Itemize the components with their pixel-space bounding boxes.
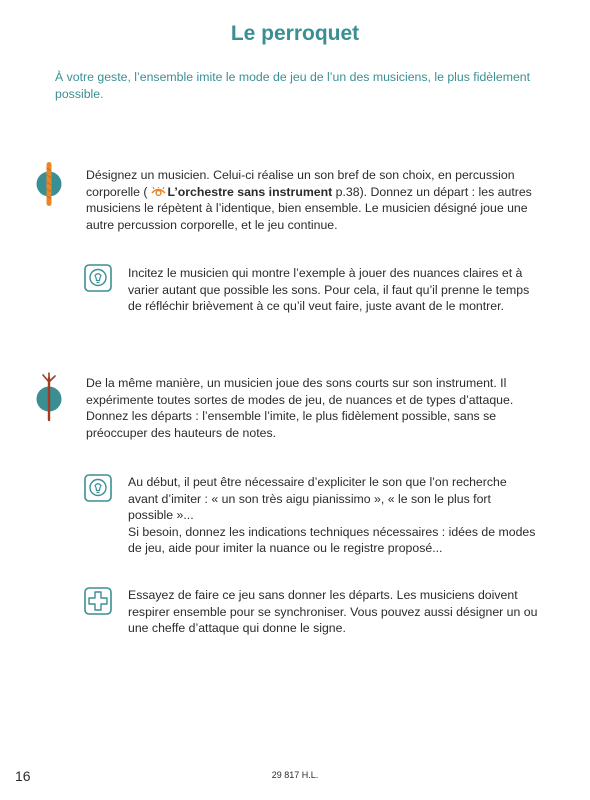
plus-icon — [84, 587, 112, 615]
section2-tip — [128, 474, 538, 557]
body-percussion-marker-icon — [36, 160, 62, 208]
section2-tip-line2: Si besoin, donnez les indications techniques nécessaires : idées de modes de jeu, aide pour imiter la nuance ou le registre proposé... — [128, 524, 536, 555]
instrument-marker-icon — [36, 372, 62, 422]
section2-tip-line1: Au début, il peut être nécessaire d’expliciter le son que l’on recherche avant d’imiter : « un son très aigu pianissimo », « le son le plus fort possible »... — [128, 475, 507, 522]
page-title: Le perroquet — [230, 22, 360, 45]
section1-tip: Incitez le musicien qui montre l’exemple à jouer des nuances claires et à varier autant que possible les sons. Pour cela, il faut qu’il prenne le temps de réfléchir brièvement à ce qu’il veut faire, juste avant de le montrer. — [128, 266, 530, 313]
edition-code: 29 817 H.L. — [271, 770, 319, 780]
reference-link[interactable]: L’orchestre sans instrument — [167, 184, 333, 199]
section2-paragraph: De la même manière, un musicien joue des sons courts sur son instrument. Il expérimente toutes sortes de modes de jeu, de nuances et de types d’attaque. Donnez les départs : l’ensemble l’imite, le plus fidèlement possible, sans se préoccuper des hauteurs de notes. — [86, 376, 514, 440]
section2-variant: Essayez de faire ce jeu sans donner les départs. Les musiciens doivent respirer ensemble pour se synchroniser. Vous pouvez aussi désigner un ou une cheffe d’attaque qui donne le signe. — [128, 588, 538, 635]
ear-icon — [151, 187, 166, 197]
intro-text: À votre geste, l’ensemble imite le mode de jeu de l’un des musiciens, le plus fidèlement possible. — [55, 70, 531, 101]
section1-paragraph: Désignez un musicien. Celui-ci réalise un son bref de son choix, en percussion corporelle ( L’orchestre sans instrument p.38). Donnez un départ : les autres musiciens le répètent à l’identique, bien ensemble. Le musicien désigné joue une autre percussion corporelle, et le jeu continue. — [86, 168, 532, 232]
lightbulb-icon — [84, 264, 112, 292]
lightbulb-icon — [84, 474, 112, 502]
page-number: 16 — [15, 768, 31, 784]
